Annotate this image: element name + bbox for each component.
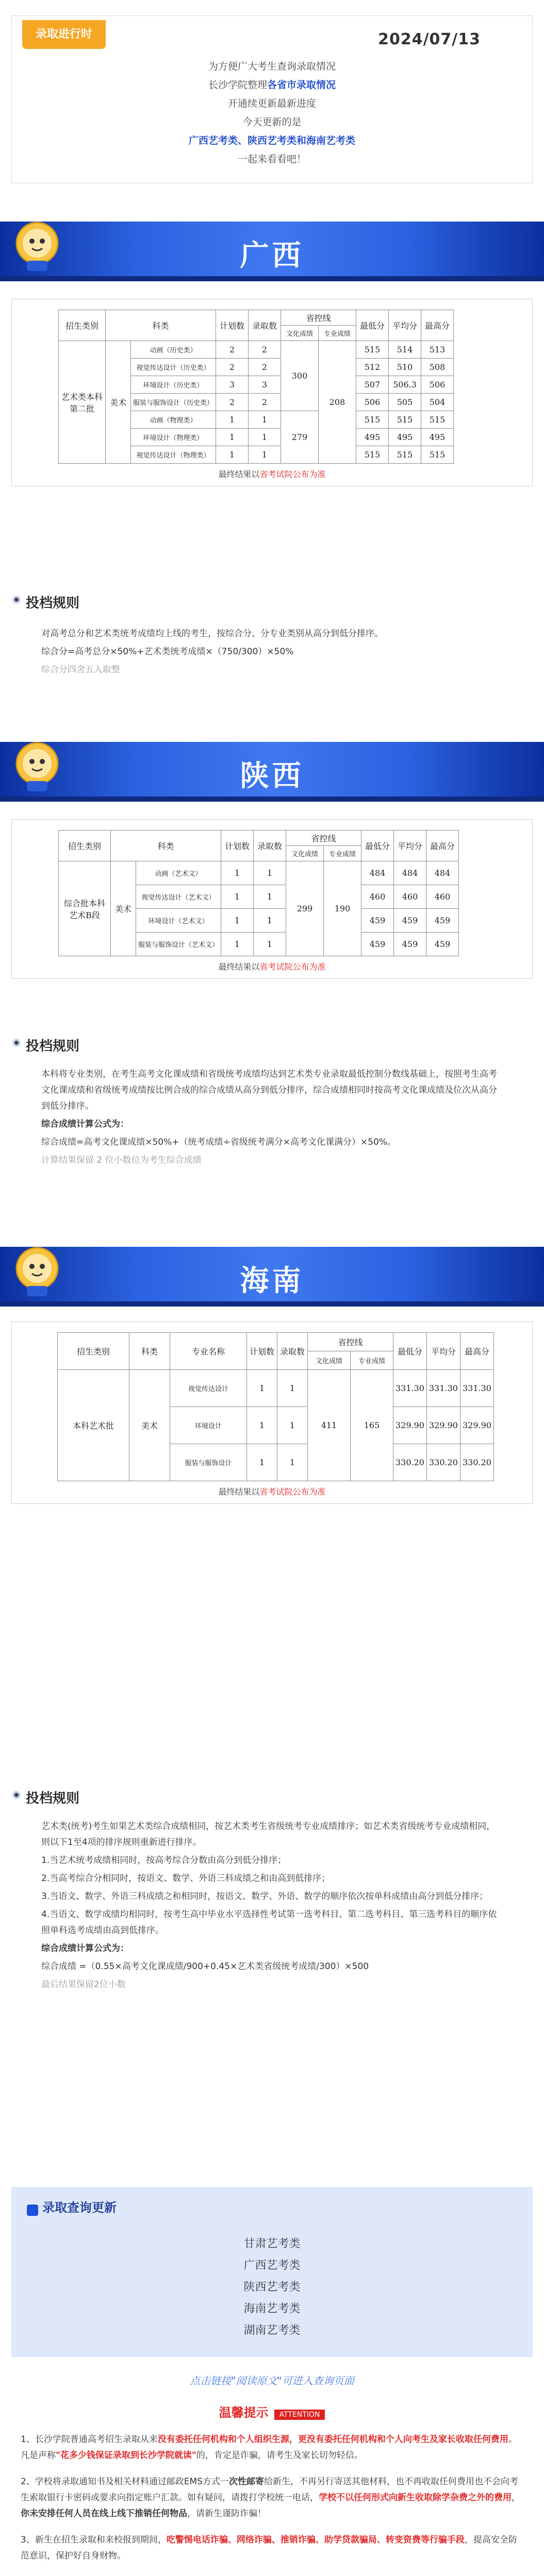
cell-min: 515 [356,341,389,359]
th-ke: 科类 [111,831,221,861]
th-culture: 文化成绩 [308,1351,351,1370]
th-culture: 文化成绩 [281,326,319,341]
rule-note: 最后结果保留2位小数 [41,1979,126,1990]
intro-line: 一起来看看吧！ [237,154,306,165]
cell-pro: 208 [319,341,356,464]
cell-max: 508 [421,359,454,376]
text-highlight: 学校不以任何形式向新生收取除学杂费之外的费用 [319,2493,512,2503]
reminder-body [21,2432,523,2574]
th-category: 招生类别 [58,1333,129,1370]
intro-highlight-line: 广西艺考类、陕西艺考类和海南艺考类 [188,135,355,146]
cell-admit: 1 [254,885,286,909]
cell-plan: 1 [221,861,254,885]
th-control: 省控线 [281,310,356,326]
cell-culture: 279 [281,411,319,464]
cell-max: 331.30 [460,1370,494,1407]
cell-plan: 1 [216,411,249,429]
reminder-paragraph-1 [21,2432,523,2464]
shaanxi-table-card [11,819,533,979]
cell-admit: 2 [249,394,281,411]
cell-max: 459 [426,933,459,956]
cell-admit: 1 [249,429,281,446]
table-footnote [12,464,532,486]
rule-note: 综合分四舍五入取整 [41,665,120,675]
guangxi-rules [41,626,503,680]
rule-line: 综合分=高考总分×50%+艺术类统考成绩×（750/300）×50% [41,647,294,657]
cell-major: 环境设计（历史类） [131,376,216,394]
cell-min: 460 [361,885,394,909]
intro-highlight: 各省市录取情况 [267,79,336,91]
cell-max: 484 [426,861,459,885]
footnote-prefix: 最终结果以 [218,1487,260,1497]
cell-ke: 美术 [106,341,131,464]
th-ke: 科类 [129,1333,170,1370]
th-pro: 专业成绩 [351,1351,393,1370]
text-run: 2、学校将录取通知书及相关材料通过邮政EMS方式一 [21,2477,229,2487]
rule-line: 4.当语文、数学成绩均相同时，按考生高中毕业水平选择性考试第一选考科目、第二选考科目、第三选考科目的顺序依照单科选考成绩由高到低排序。 [41,1909,497,1936]
th-plan: 计划数 [247,1333,277,1370]
shaanxi-rules [41,1066,503,1171]
cell-plan: 3 [216,376,249,394]
cell-admit: 1 [254,861,286,885]
cell-avg: 515 [389,446,421,464]
footnote-highlight: 省考试院公布为准 [259,1487,326,1497]
cell-plan: 1 [247,1407,277,1444]
rule-line: 对高考总分和艺术类统考成绩均上线的考生，按综合分、分专业类别从高分到低分排序。 [41,629,383,639]
th-major: 专业名称 [170,1333,247,1370]
query-link-hainan[interactable]: 海南艺考类 [243,2302,301,2315]
cell-ke: 美术 [111,861,136,956]
cell-major: 动画（艺术文） [136,861,221,885]
text-run: ，请新生谨防诈骗！ [187,2509,266,2519]
cell-major: 动画（物理类） [131,411,216,429]
text-bold: 次性邮寄 [229,2477,265,2487]
th-avg: 平均分 [389,310,421,341]
text-run: 。凡是声称 [21,2434,517,2461]
th-min: 最低分 [393,1333,427,1370]
rules-heading: 投档规则 [26,1788,79,1807]
cell-pro: 190 [324,861,361,956]
cell-major: 环境设计 [170,1407,247,1444]
th-culture: 文化成绩 [286,846,324,861]
cell-min: 507 [356,376,389,394]
intro-line: 为方便广大考生查询录取情况 [208,61,336,72]
hainan-score-table [57,1332,494,1481]
region-title: 陕西 [240,759,304,793]
th-category: 招生类别 [59,831,111,861]
region-banner-guangxi [0,222,544,281]
cell-admit: 1 [254,909,286,933]
intro-line: 今天更新的是 [242,116,302,128]
reminder-title [0,2402,544,2420]
region-title: 海南 [240,1264,304,1298]
cell-avg: 484 [394,861,426,885]
cell-plan: 1 [221,885,254,909]
publish-date: 2024/07/13 [378,30,481,48]
footnote-prefix: 最终结果以 [218,962,260,972]
cell-max: 459 [426,909,459,933]
cell-max: 515 [421,446,454,464]
th-min: 最低分 [361,831,394,861]
cell-major: 环境设计（物理类） [131,429,216,446]
rule-formula-title: 综合成绩计算公式为： [41,1943,129,1954]
cell-plan: 1 [221,909,254,933]
table-footnote [12,956,532,978]
th-admit: 录取数 [277,1333,308,1370]
guangxi-table-card [11,299,533,486]
cell-admit: 2 [249,359,281,376]
cell-min: 512 [356,359,389,376]
cell-min: 484 [361,861,394,885]
read-more-tip[interactable]: 点击链接"阅读原文"可进入查询页面 [190,2375,354,2387]
cell-plan: 1 [247,1444,277,1481]
th-min: 最低分 [356,310,389,341]
cell-min: 506 [356,394,389,411]
cell-major: 环境设计（艺术文） [136,909,221,933]
th-ke: 科类 [106,310,216,341]
query-link-guangxi[interactable]: 广西艺考类 [243,2259,301,2272]
reminder-paragraph-3 [21,2532,523,2564]
cell-admit: 1 [254,933,286,956]
intro-line [12,76,532,94]
cell-avg: 515 [389,411,421,429]
attention-badge: ATTENTION [274,2410,325,2420]
rules-heading: 投档规则 [26,1036,79,1055]
th-plan: 计划数 [221,831,254,861]
cell-avg: 329.90 [427,1407,460,1444]
cell-plan: 2 [216,359,249,376]
cell-major: 视觉传达设计 [170,1370,247,1407]
text-run: 3、新生在招生录取和来校报到期间， [21,2535,167,2545]
cell-ke: 美术 [129,1370,170,1481]
footnote-prefix: 最终结果以 [218,469,260,479]
reminder-paragraph-2 [21,2474,523,2522]
th-admit: 录取数 [254,831,286,861]
text-run: ， [512,2493,520,2503]
th-category: 招生类别 [59,310,106,341]
cell-avg: 505 [389,394,421,411]
text-run: 给新生，不再另行寄送其他材料，也不再收取任何费用也不会向考生索取银行卡密码或要求向指定账户汇款。如有疑问，请拨打学校统一电话， [21,2477,519,2503]
th-control: 省控线 [308,1333,393,1351]
cell-avg: 459 [394,909,426,933]
cell-min: 459 [361,933,394,956]
text-highlight: 吃警惕电话诈骗、网络诈骗、推销诈骗、助学贷款骗局、转变资费等行骗手段 [166,2535,465,2545]
text-run: 1、长沙学院普通高考招生录取从来 [21,2434,158,2445]
cell-admit: 3 [249,376,281,394]
text-highlight: 没有委托任何机构和个人组织生源，更没有委托任何机构和个人向考生及家长收取任何费用 [157,2434,508,2445]
th-avg: 平均分 [427,1333,460,1370]
th-pro: 专业成绩 [319,326,356,341]
cell-plan: 2 [216,341,249,359]
th-control: 省控线 [286,831,361,846]
rule-formula: 综合成绩 =（0.55×高考文化课成绩/900+0.45×艺术类省级统考成绩/300）×500 [41,1961,369,1972]
intro-line: 开通续更新最新进度 [227,98,316,109]
cell-major: 视觉传达设计（历史类） [131,359,216,376]
shaanxi-score-table [58,830,459,956]
cell-avg: 510 [389,359,421,376]
cell-plan: 1 [216,429,249,446]
cell-max: 504 [421,394,454,411]
cell-admit: 1 [277,1370,308,1407]
region-title: 广西 [240,239,304,273]
footnote-highlight: 省考试院公布为准 [259,469,326,479]
cell-min: 515 [356,446,389,464]
status-ribbon: 录取进行时 [22,20,106,49]
cell-plan: 2 [216,394,249,411]
cell-min: 459 [361,909,394,933]
text-highlight: "花多少钱保证录取到长沙学院就读" [56,2450,196,2461]
cell-min: 331.30 [393,1370,427,1407]
hainan-rules [41,1819,503,1995]
th-max: 最高分 [426,831,459,861]
query-heading-text: 录取查询更新 [42,2200,117,2215]
th-plan: 计划数 [216,310,249,341]
cell-major: 服装与服饰设计 [170,1444,247,1481]
cell-major: 视觉传达设计（物理类） [131,446,216,464]
query-heading [27,2197,117,2215]
text-bold: 你未安排任何人员在线上线下推销任何物品 [21,2509,187,2519]
query-link-shaanxi[interactable]: 陕西艺考类 [243,2281,301,2294]
rule-formula-title: 综合成绩计算公式为： [41,1119,129,1129]
text-run: ，提高安全防范意识，保护好自身财物。 [21,2535,517,2561]
rule-line: 本科将专业类别，在考生高考文化课成绩和省级统考成绩均达到艺术类专业录取最低控制分数线基础上，按照考生高考文化课成绩和省级统考成绩按比例合成的综合成绩从高分到低分排序，综合成绩相同时按高考文化课成绩及位次从高分到低分排序。 [41,1069,497,1111]
cell-plan: 1 [216,446,249,464]
cell-major: 动画（历史类） [131,341,216,359]
query-list [11,2233,533,2342]
table-footnote [12,1481,532,1503]
cell-category: 艺术类本科第二批 [59,341,106,464]
admission-query-card [11,2187,533,2357]
rule-line: 3.当语文、数学、外语三科成绩之和相同时，按语文、数学、外语、数学的顺序依次按单科成绩由高分到低分排序； [41,1891,488,1902]
cell-min: 495 [356,429,389,446]
cell-major: 服装与服饰设计（历史类） [131,394,216,411]
hainan-table-card [11,1321,533,1504]
cell-category: 综合批本科艺术B段 [59,861,111,956]
cell-min: 330.20 [393,1444,427,1481]
cell-admit: 1 [249,446,281,464]
cell-culture: 411 [308,1370,351,1481]
rule-line: 1.当艺术统考成绩相同时，按高考综合分数由高分到低分排序； [41,1855,287,1866]
cell-avg: 459 [394,933,426,956]
cell-culture: 300 [281,341,319,411]
cell-max: 515 [421,411,454,429]
cell-plan: 1 [247,1370,277,1407]
rules-heading: 投档规则 [26,592,79,612]
header-card [11,15,533,183]
footnote-highlight: 省考试院公布为准 [259,962,326,972]
cell-avg: 460 [394,885,426,909]
th-admit: 录取数 [249,310,281,341]
cell-max: 460 [426,885,459,909]
cell-avg: 331.30 [427,1370,460,1407]
query-icon [27,2205,38,2216]
cell-max: 330.20 [460,1444,494,1481]
cell-max: 329.90 [460,1407,494,1444]
cell-admit: 1 [277,1407,308,1444]
cell-major: 视觉传达设计（艺术文） [136,885,221,909]
cell-pro: 165 [351,1370,393,1481]
cell-admit: 2 [249,341,281,359]
cell-admit: 1 [277,1444,308,1481]
cell-major: 服装与服饰设计（艺术文） [136,933,221,956]
reminder-title-text: 温馨提示 [219,2405,269,2420]
guangxi-score-table [58,310,454,464]
cell-avg: 495 [389,429,421,446]
rule-formula: 综合成绩=高考文化课成绩×50%+（统考成绩÷省级统考满分×高考文化课满分）×50%。 [41,1137,397,1147]
query-link-gansu[interactable]: 甘肃艺考类 [243,2238,301,2250]
text-run: 的，肯定是诈骗，请考生及家长切勿轻信。 [196,2450,363,2461]
cell-admit: 1 [249,411,281,429]
rule-line: 艺术类(统考)考生如果艺术类综合成绩相同，按艺术类考生省级统考专业成绩排序；如艺术类省级统考专业成绩相同，则以下1至4项的排序规则重新进行排序。 [41,1821,496,1848]
cell-avg: 514 [389,341,421,359]
cell-avg: 506.3 [389,376,421,394]
cell-max: 495 [421,429,454,446]
region-banner-shaanxi [0,742,544,802]
cell-max: 513 [421,341,454,359]
th-avg: 平均分 [394,831,426,861]
cell-plan: 1 [221,933,254,956]
query-link-hunan[interactable]: 湖南艺考类 [243,2324,301,2337]
cell-category: 本科艺术批 [58,1370,129,1481]
cell-min: 515 [356,411,389,429]
intro-text [12,57,532,168]
rule-note: 计算结果保留 2 位小数位为考生综合成绩 [41,1155,202,1165]
th-max: 最高分 [421,310,454,341]
cell-min: 329.90 [393,1407,427,1444]
cell-max: 506 [421,376,454,394]
rule-line: 2.当高考综合分相同时，按语文、数学、外语三科成绩之和由高到低排序； [41,1873,331,1884]
region-banner-hainan [0,1247,544,1307]
th-pro: 专业成绩 [324,846,361,861]
cell-culture: 299 [286,861,324,956]
intro-prefix: 长沙学院整理 [208,79,267,91]
th-max: 最高分 [460,1333,494,1370]
cell-avg: 330.20 [427,1444,460,1481]
